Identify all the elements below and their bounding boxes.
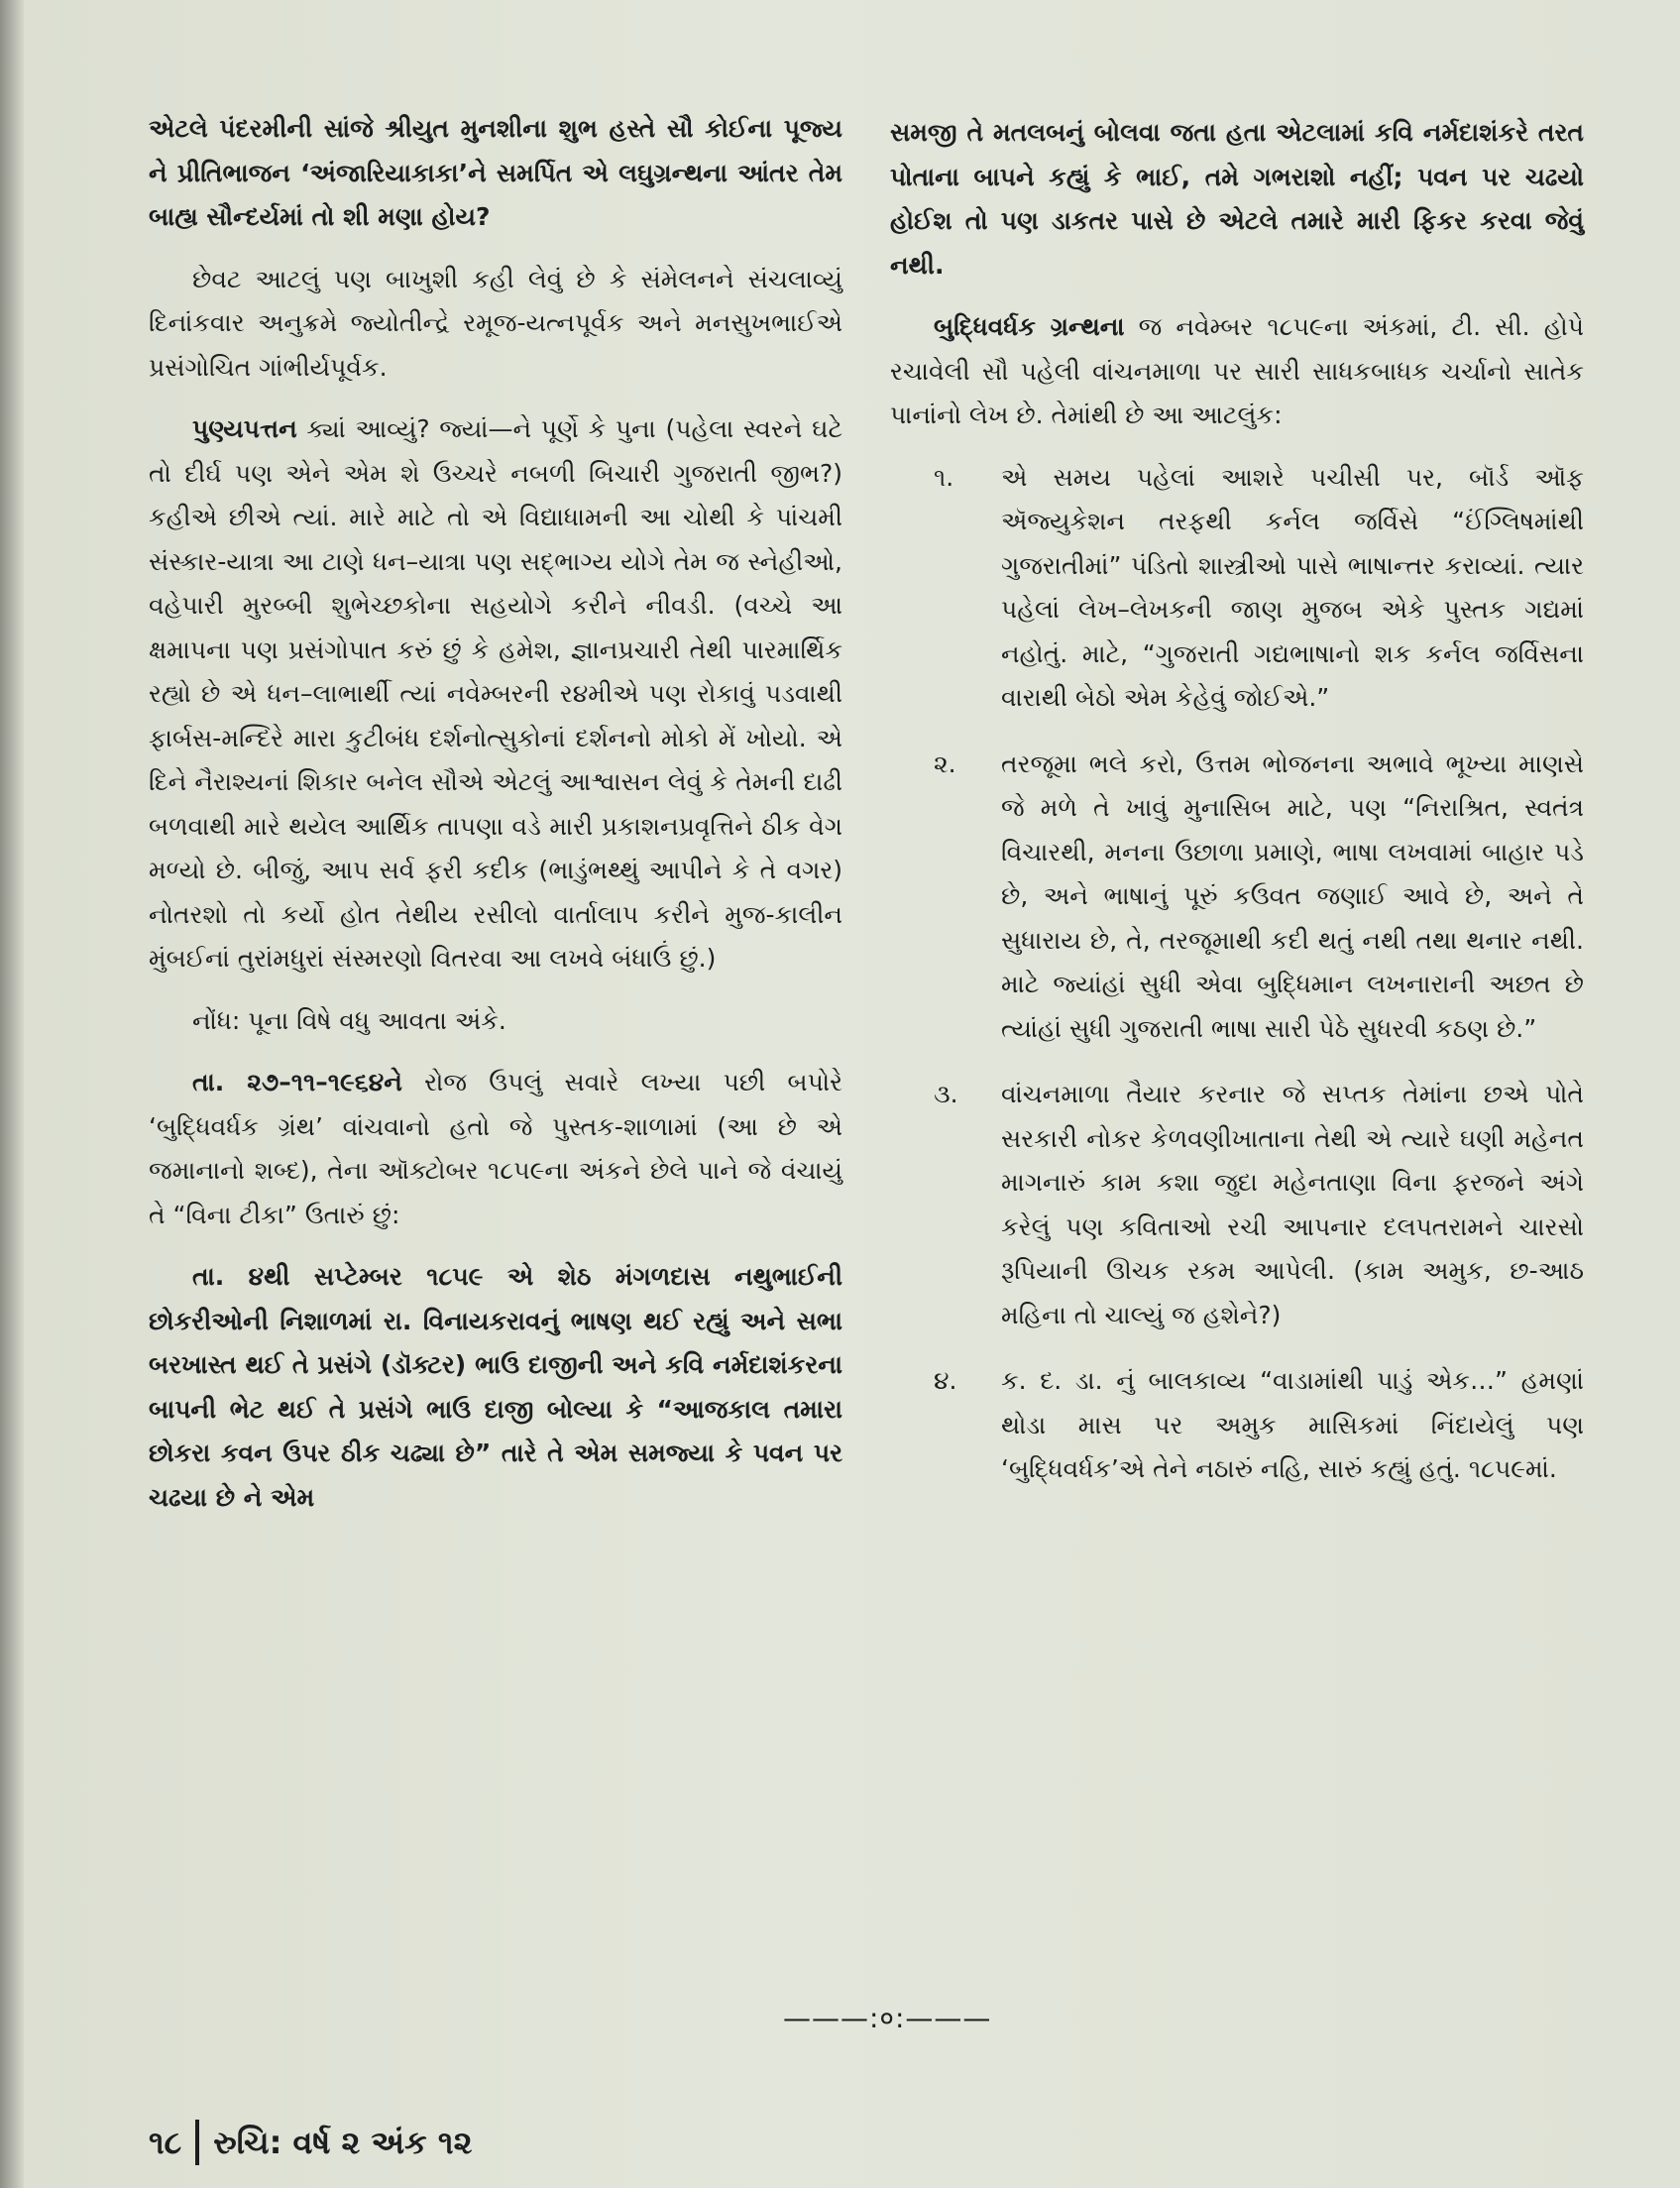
right-paragraph-2-body: જ નવેમ્બર ૧૮૫૯ના અંકમાં, ટી. સી. હોપે રચાવેલી સૌ પહેલી વાંચનમાળા પર સારી સાધકબાધક ચર્ચાનો સાતેક પાનાંનો લેખ છે. તેમાંથી છે આ આટલુંક: — [890, 312, 1584, 429]
list-item-number: ૨. — [934, 749, 956, 778]
right-paragraph-1: સમજી તે મતલબનું બોલવા જતા હતા એટલામાં કવિ નર્મદાશંકરે તરત પોતાના બાપને કહ્યું કે ભાઈ, તમે ગભરાશો નહીં; પવન પર ચઢયો હોઈશ તો પણ ડાકતર પાસે છે એટલે તમારે મારી ફિકર કરવા જેવું નથી. — [890, 118, 1584, 280]
list-item — [890, 1359, 1584, 1492]
numbered-list — [890, 456, 1584, 1492]
list-item — [890, 456, 1584, 721]
right-column — [890, 111, 1584, 1514]
right-paragraph-2-lead: બુદ્ધિવર્ધક ગ્રન્થના — [934, 312, 1125, 341]
list-item-text: એ સમય પહેલાં આશરે પચીસી પર, બૉર્ડ ઑફ ઍજ્યુકેશન તરફથી કર્નલ જર્વિસે “ઈંગ્લિષમાંથી ગુજરાતીમાં” પંડિતો શાસ્ત્રીઓ પાસે ભાષાન્તર કરાવ્યાં. ત્યાર પહેલાં લેખ–લેખકની જાણ મુજબ એકે પુસ્તક ગદ્યમાં નહોતું. માટે, “ગુજરાતી ગદ્યભાષાનો શક કર્નલ જર્વિસના વારાથી બેઠો એમ કેહેવું જોઈએ.” — [1001, 462, 1584, 712]
left-column — [149, 107, 842, 1538]
journal-issue: રુચિ: વર્ષ ૨ અંક ૧૨ — [213, 2123, 473, 2161]
left-paragraph-1: એટલે પંદરમીની સાંજે શ્રીયુત મુનશીના શુભ હસ્તે સૌ કોઈના પૂજ્ય ને પ્રીતિભાજન ‘અંજારિયાકાકા’ને સમર્પિત એ લઘુગ્રન્થના આંતર તેમ બાહ્ય સૌન્દર્યમાં તો શી મણા હોય? — [149, 114, 842, 231]
list-item-text: ક. દ. ડા. નું બાલકાવ્ય “વાડામાંથી પાડું એક…” હમણાં થોડા માસ પર અમુક માસિકમાં નિંદાયેલું પણ ‘બુદ્ધિવર્ધક’એ તેને નઠારું નહિ, સારું કહ્યું હતું. ૧૮૫૯માં. — [1001, 1366, 1584, 1483]
left-paragraph-2: છેવટ આટલું પણ બાખુશી કહી લેવું છે કે સંમેલનને સંચલાવ્યું દિનાંકવાર અનુક્રમે જ્યોતીન્દ્રે રમૂજ-યત્નપૂર્વક અને મનસુખભાઈએ પ્રસંગોચિત ગાંભીર્યપૂર્વક. — [149, 264, 842, 382]
page-number: ૧૮ — [149, 2123, 182, 2161]
list-item — [890, 1073, 1584, 1337]
footer-divider — [195, 2120, 199, 2165]
page-edge-shadow — [0, 0, 24, 2188]
left-note: નોંધ: પૂના વિષે વધુ આવતા અંકે. — [192, 1005, 506, 1035]
left-paragraph-4 — [149, 1061, 842, 1237]
left-paragraph-4-lead: તા. ૨૭–૧૧–૧૯૬૪ને — [192, 1068, 402, 1096]
list-item-number: ૪. — [934, 1366, 957, 1395]
left-paragraph-3 — [149, 407, 842, 981]
list-item-number: ૧. — [934, 462, 954, 492]
right-paragraph-2 — [890, 305, 1584, 438]
list-item-text: વાંચનમાળા તૈયાર કરનાર જે સપ્તક તેમાંના છએ પોતે સરકારી નોકર કેળવણીખાતાના તેથી એ ત્યારે ઘણી મહેનત માગનારું કામ કશા જુદા મહેનતાણા વિના ફરજને અંગે કરેલું પણ કવિતાઓ રચી આપનાર દલપતરામને ચારસો રૂપિયાની ઊચક રકમ આપેલી. (કામ અમુક, છ-આઠ મહિના તો ચાલ્યું જ હશેને?) — [1001, 1080, 1584, 1329]
left-paragraph-4-body: રોજ ઉપલું સવારે લખ્યા પછી બપોરે ‘બુદ્ધિવર્ધક ગ્રંથ’ વાંચવાનો હતો જે પુસ્તક-શાળામાં (આ છે એ જમાનાનો શબ્દ), તેના ઑક્ટોબર ૧૮૫૯ના અંકને છેલે પાને જે વંચાયું તે “વિના ટીકા” ઉતારું છું: — [149, 1068, 842, 1229]
page-footer — [149, 2120, 472, 2165]
section-separator: ———:०:——— — [783, 2002, 992, 2034]
list-item-text: તરજૂમા ભલે કરો, ઉત્તમ ભોજનના અભાવે ભૂખ્યા માણસે જે મળે તે ખાવું મુનાસિબ માટે, પણ “નિરાશ્રિત, સ્વતંત્ર વિચારથી, મનના ઉછાળા પ્રમાણે, ભાષા લખવામાં બાહાર પડે છે, અને ભાષાનું પૂરું કઉવત જણાઈ આવે છે, અને તે સુધારાય છે, તે, તરજૂમાથી કદી થતું નથી તથા થનાર નથી. માટે જ્યાંહાં સુધી એવા બુદ્ધિમાન લખનારાની અછત છે ત્યાંહાં સુધી ગુજરાતી ભાષા સારી પેઠે સુધરવી કઠણ છે.” — [1001, 749, 1584, 1043]
left-paragraph-3-lead: પુણ્યપત્તન — [192, 414, 297, 443]
left-paragraph-3-body: ક્યાં આવ્યું? જ્યાં—ને પૂર્ણે કે પુના (પહેલા સ્વરને ઘટે તો દીર્ઘ પણ એને એમ શે ઉચ્ચરે નબળી બિચારી ગુજરાતી જીભ?) કહીએ છીએ ત્યાં. મારે માટે તો એ વિદ્યાધામની આ ચોથી કે પાંચમી સંસ્કાર-યાત્રા આ ટાણે ધન–યાત્રા પણ સદ્ભાગ્ય યોગે તેમ જ સ્નેહીઓ, વહેપારી મુરબ્બી શુભેચ્છકોના સહયોગે કરીને નીવડી. (વચ્ચે આ ક્ષમાપના પણ પ્રસંગોપાત કરું છું કે હમેશ, જ્ઞાનપ્રચારી તેથી પારમાર્થિક રહ્યો છે એ ધન–લાભાર્થી ત્યાં નવેમ્બરની ર૪મીએ પણ રોકાવું પડવાથી ફાર્બસ-મન્દિરે મારા કુટીબંધ દર્શનોત્સુકોનાં દર્શનનો મોકો મેં ખોયો. એ દિને નૈરાશ્યનાં શિકાર બનેલ સૌએ એટલું આશ્વાસન લેવું કે તેમની દાઢી બળવાથી મારે થયેલ આર્થિક તાપણા વડે મારી પ્રકાશનપ્રવૃત્તિને ઠીક વેગ મળ્યો છે. બીજું, આપ સર્વ ફરી કદીક (ભાડુંભથ્થું આપીને કે તે વગર) નોતરશો તો કર્યો હોત તેથીય રસીલો વાર્તાલાપ કરીને મુજ-કાલીન મુંબઈનાં તુરાંમધુરાં સંસ્મરણો વિતરવા આ લખવે બંધાઉં છું.) — [149, 414, 842, 973]
left-paragraph-5: તા. ૪થી સપ્ટેમ્બર ૧૮૫૯ એ શેઠ મંગળદાસ નથુભાઈની છોકરીઓની નિશાળમાં રા. વિનાયકરાવનું ભાષણ થઈ રહ્યું અને સભા બરખાસ્ત થઈ તે પ્રસંગે (ડૉક્ટર) ભાઉ દાજીની અને કવિ નર્મદાશંકરના બાપની ભેટ થઈ તે પ્રસંગે ભાઉ દાજી બોલ્યા કે “આજકાલ તમારા છોકરા કવન ઉપર ઠીક ચઢ્યા છે” તારે તે એમ સમજ્યા કે પવન પર ચઢયા છે ને એમ — [149, 1262, 842, 1512]
list-item-number: ૩. — [934, 1080, 958, 1108]
list-item — [890, 743, 1584, 1052]
